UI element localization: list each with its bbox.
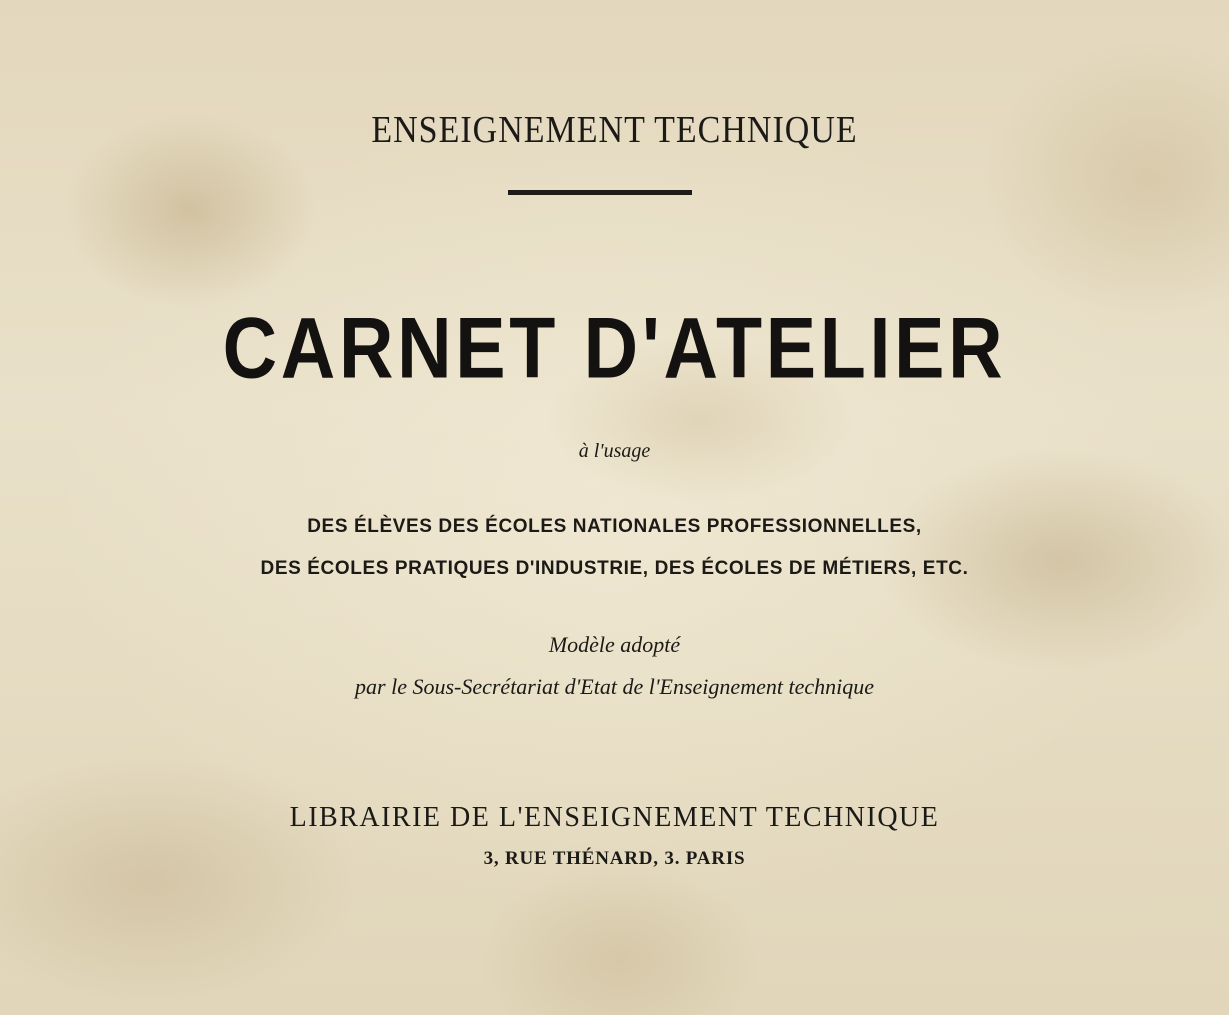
audience-line-1: DES ÉLÈVES DES ÉCOLES NATIONALES PROFESSIONNELLES, — [307, 516, 922, 537]
model-line-1: Modèle adopté — [548, 632, 681, 657]
model-line-2: par le Sous-Secrétariat d'Etat de l'Enseignement technique — [355, 674, 874, 699]
series-heading: ENSEIGNEMENT TECHNIQUE — [371, 109, 858, 152]
audience-line-2: DES ÉCOLES PRATIQUES D'INDUSTRIE, DES ÉCOLES DE MÉTIERS, ETC. — [260, 558, 969, 579]
publisher-address: 3, RUE THÉNARD, 3. PARIS — [483, 848, 746, 869]
divider-rule — [508, 190, 692, 195]
usage-line: à l'usage — [578, 440, 651, 462]
publisher-name: LIBRAIRIE DE L'ENSEIGNEMENT TECHNIQUE — [289, 802, 940, 833]
cover-title: CARNET D'ATELIER — [222, 300, 1007, 397]
